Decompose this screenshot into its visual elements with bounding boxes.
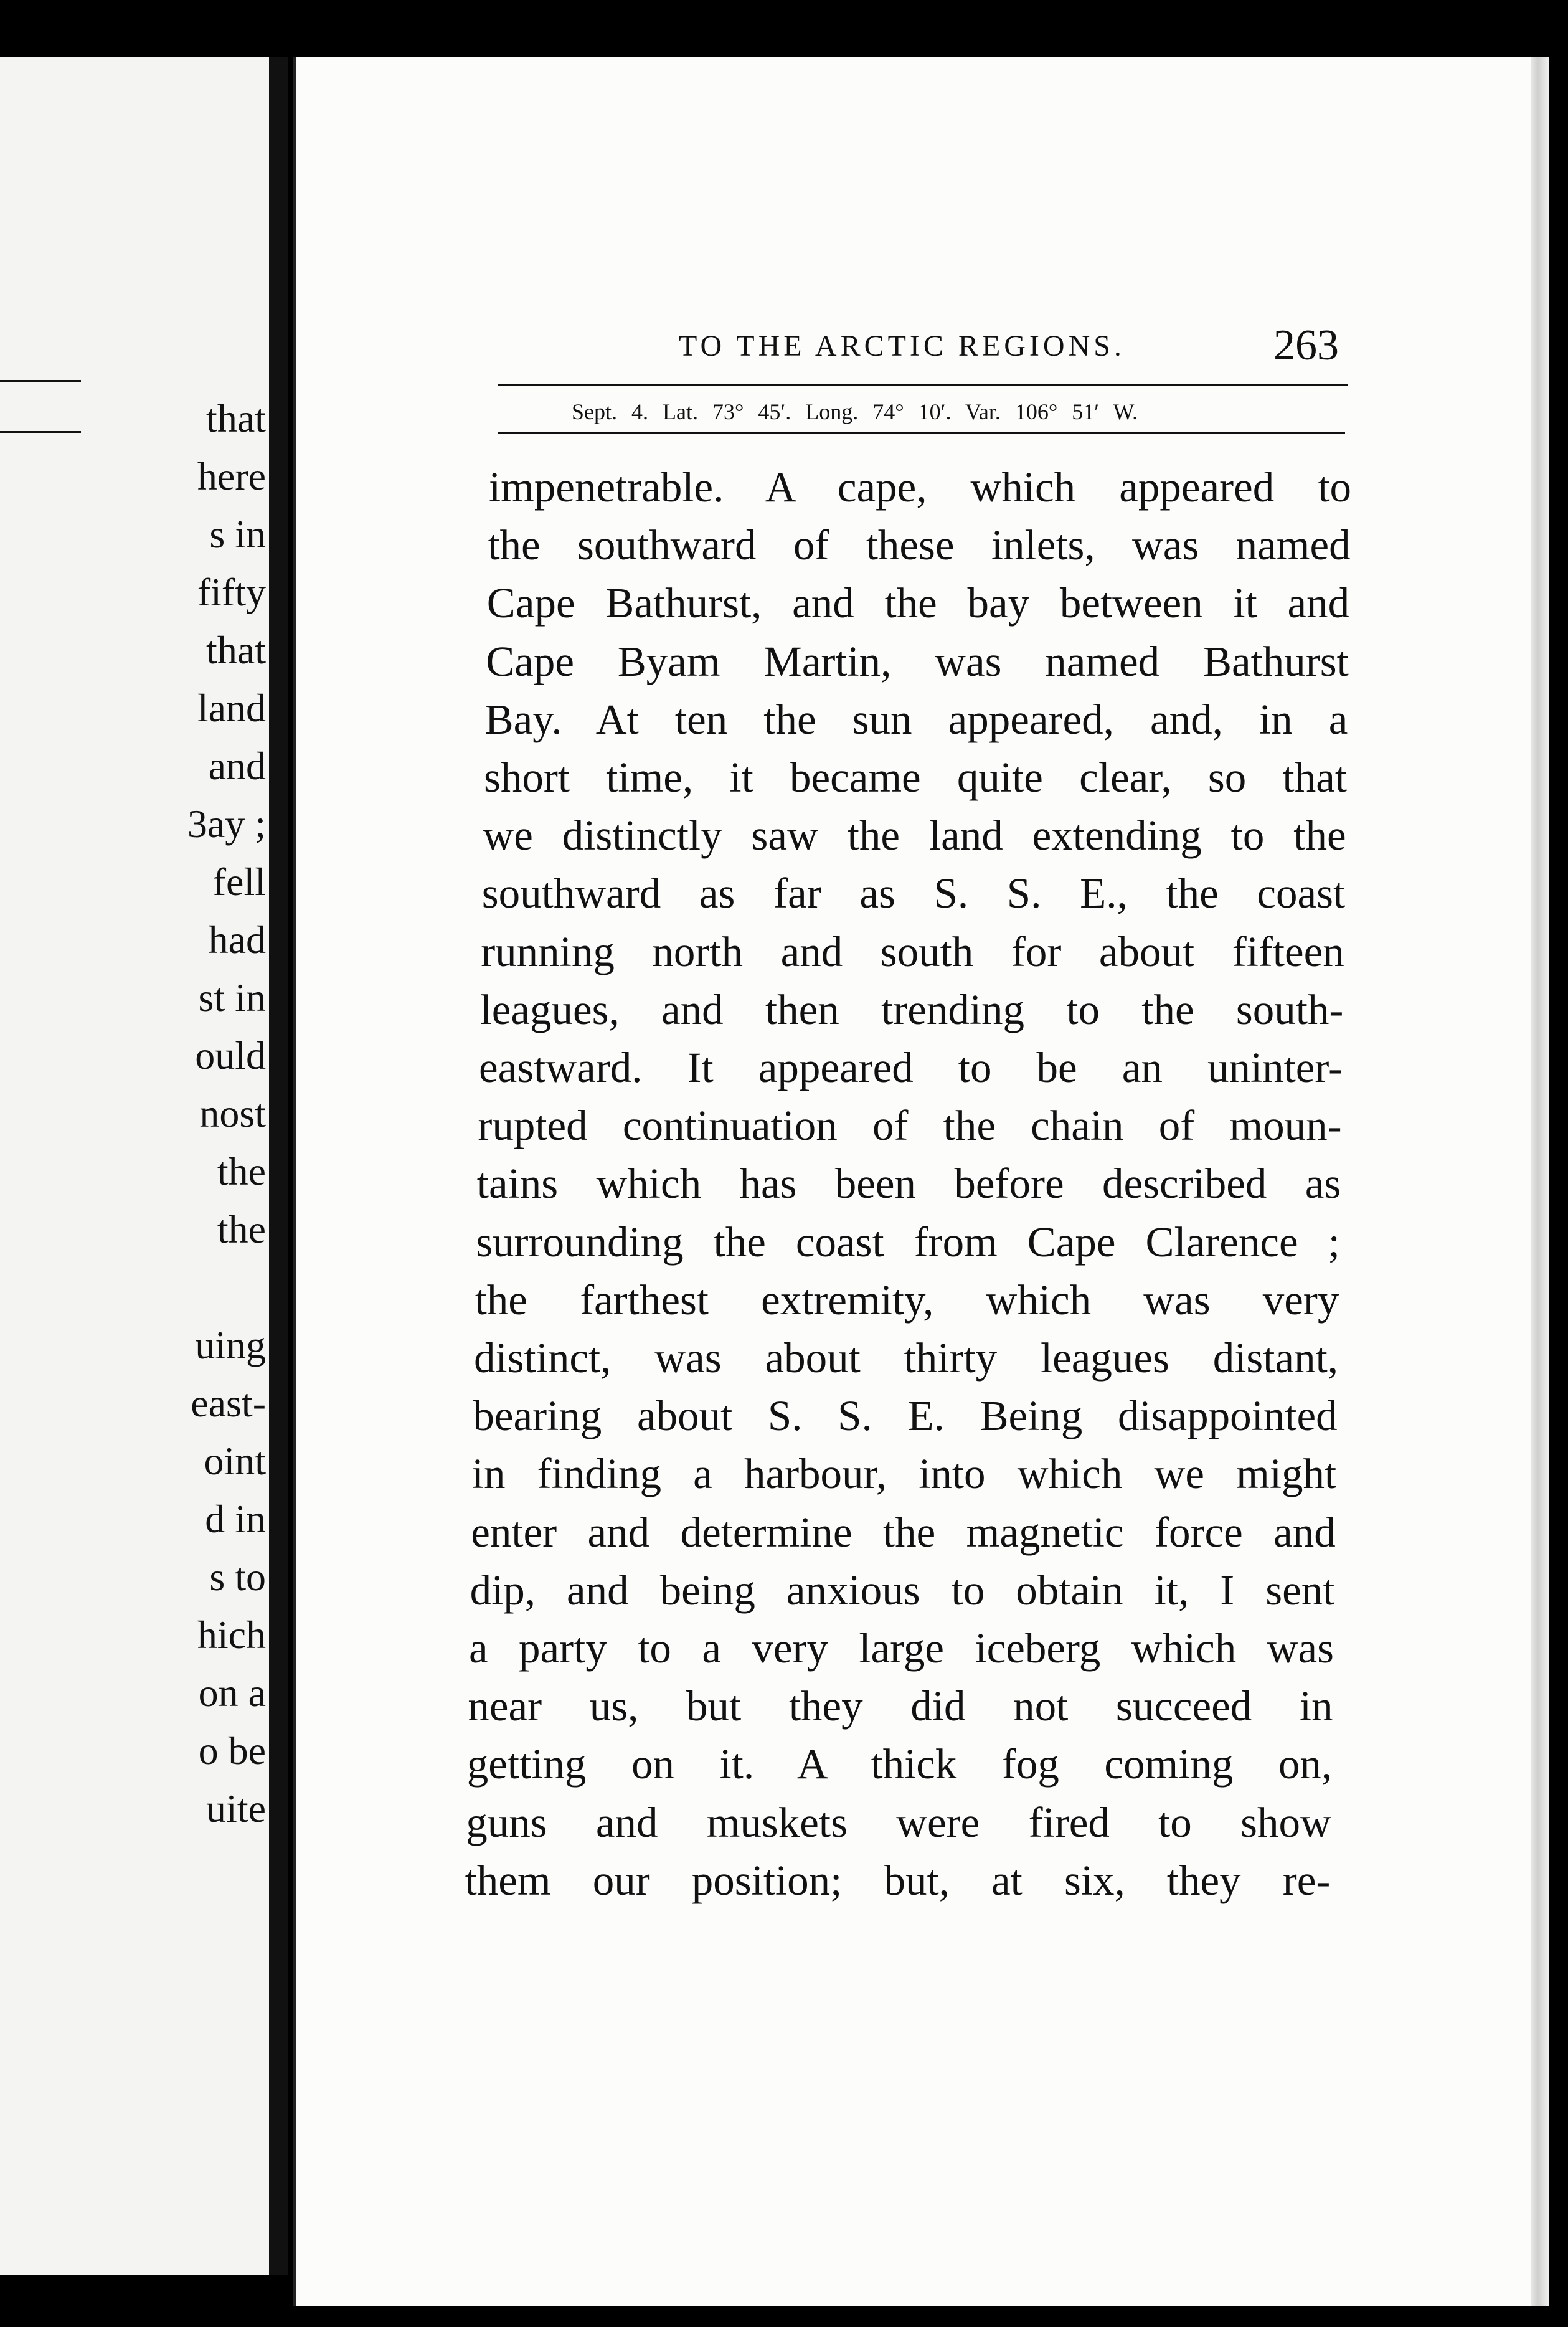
left-page-line: uite [206,1786,266,1831]
left-page-line: hich [197,1613,266,1657]
body-line: the farthest extremity, which was very [475,1276,1339,1324]
left-page-line: here [197,454,266,498]
book-gutter [269,57,288,2275]
left-page-rule [0,380,81,382]
left-page-line: the [217,1207,266,1251]
body-line: southward as far as S. S. E., the coast [481,870,1346,917]
body-line: dip, and being anxious to obtain it, I sent [470,1566,1335,1614]
page-edge [1531,57,1549,2306]
body-line: rupted continuation of the chain of moun- [478,1102,1342,1150]
left-page-line: o be [198,1728,266,1773]
left-page-line: fell [212,860,266,904]
body-line: running north and south for about fifteen [481,927,1344,975]
left-page-line: uing [195,1323,266,1367]
header-rule-top [498,384,1348,386]
body-line: eastward. It appeared to be an uninter- [479,1044,1343,1091]
left-page-line: s in [209,512,266,556]
left-page-line: that [206,628,266,672]
left-page-line: had [208,917,266,962]
date-position-line: Sept. 4. Lat. 73° 45′. Long. 74° 10′. Var. 106° 51′ W. [572,399,1138,424]
left-page-line: land [197,686,266,730]
left-page-line: fifty [197,570,266,614]
body-line: short time, it became quite clear, so that [484,754,1347,801]
header-rule-bottom [498,432,1345,434]
left-page-rule [0,431,81,433]
left-page-line: nost [199,1091,266,1135]
left-page-line: east- [191,1381,266,1425]
left-facing-page [0,57,277,2275]
body-line: Cape Bathurst, and the bay between it and [486,579,1350,627]
body-line: getting on it. A thick fog coming on, [466,1740,1333,1788]
body-line: impenetrable. A cape, which appeared to [489,463,1351,511]
left-page-line: 3ay ; [187,802,266,846]
left-page-line: oint [204,1439,266,1483]
left-page-line: the [217,1149,266,1193]
running-head: TO THE ARCTIC REGIONS. [679,329,1125,363]
body-line: Bay. At ten the sun appeared, and, in a [484,695,1348,743]
body-line: them our position; but, at six, they re- [465,1856,1331,1904]
body-line: bearing about S. S. E. Being disappointed [473,1392,1338,1440]
body-line: tains which has been before described as [476,1160,1341,1208]
body-line: Cape Byam Martin, was named Bathurst [486,637,1349,685]
left-page-line: ould [195,1033,266,1078]
left-page-line: st in [198,975,266,1020]
page-number: 263 [1273,321,1339,369]
body-line: the southward of these inlets, was named [488,521,1351,569]
body-line: guns and muskets were fired to show [466,1798,1331,1846]
body-line: a party to a very large iceberg which was [469,1624,1334,1672]
body-line: distinct, was about thirty leagues distant, [474,1334,1338,1382]
left-page-line: s to [209,1555,266,1599]
body-line: surrounding the coast from Cape Clarence ; [476,1218,1340,1266]
body-line: we distinctly saw the land extending to the [483,812,1346,860]
left-page-line: d in [205,1497,266,1541]
left-page-line: on a [198,1671,266,1715]
body-line: near us, but they did not succeed in [468,1682,1333,1730]
body-line: enter and determine the magnetic force and [471,1508,1336,1556]
left-page-line: and [208,744,266,788]
left-page-line: that [206,396,266,440]
body-line: in finding a harbour, into which we might [471,1450,1337,1498]
body-line: leagues, and then trending to the south- [479,985,1344,1033]
